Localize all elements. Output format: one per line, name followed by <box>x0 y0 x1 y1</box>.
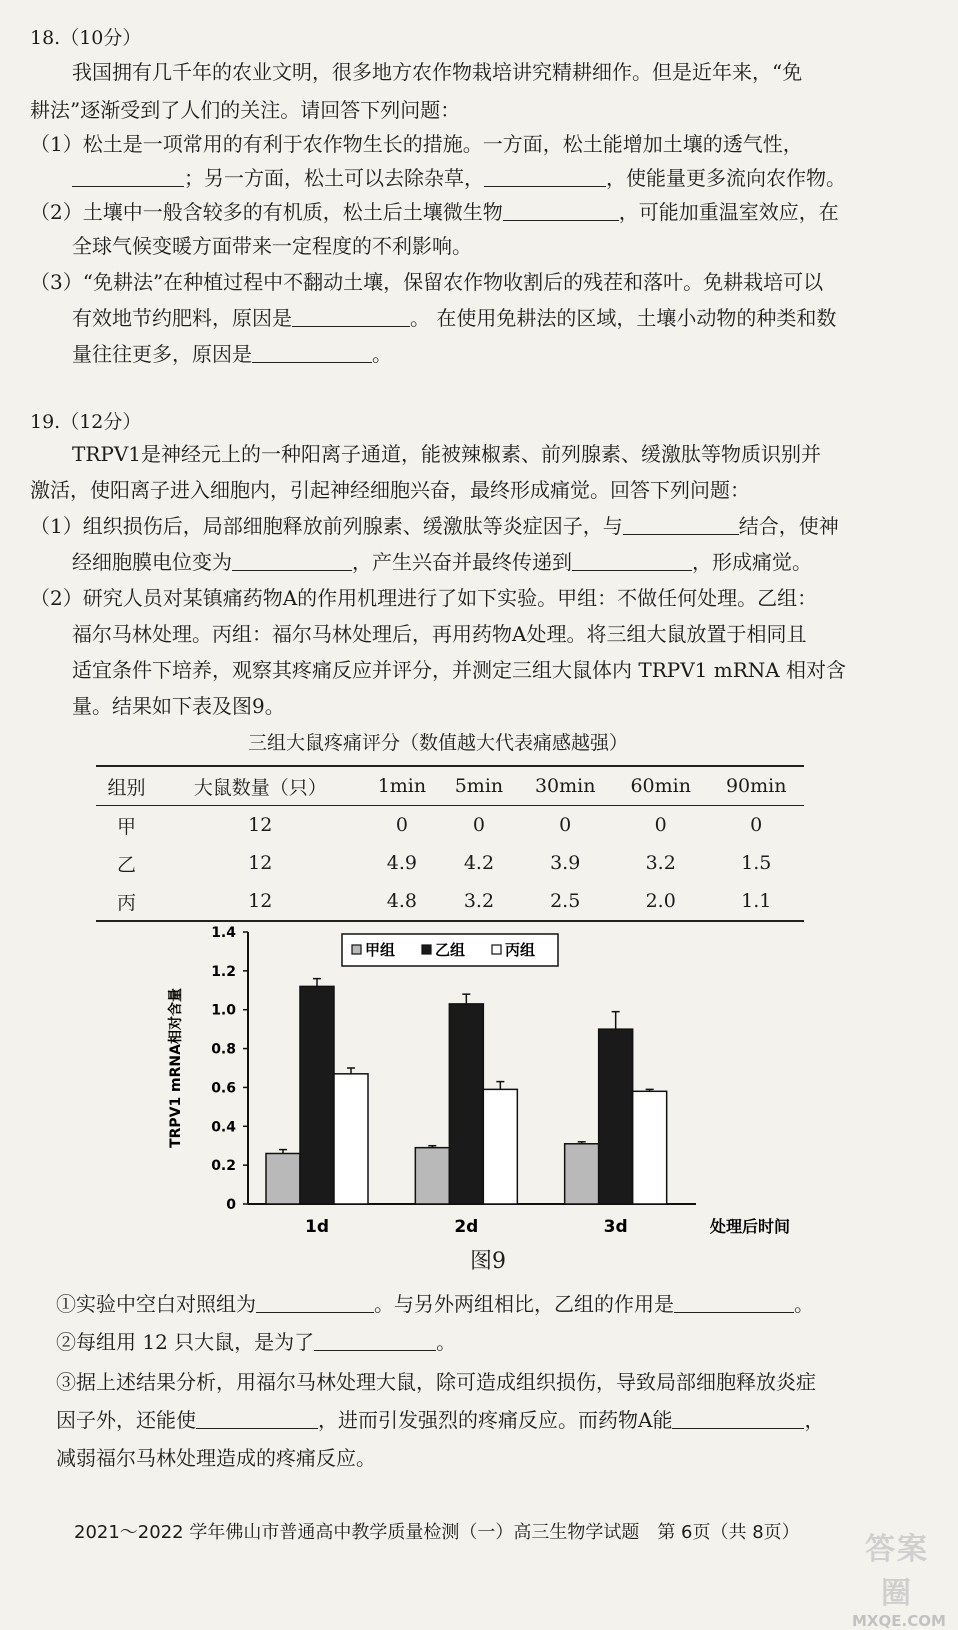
x-tick-label: 1d <box>305 1217 329 1237</box>
q19-intro-line-1: TRPV1是神经元上的一种阳离子通道，能被辣椒素、前列腺素、缓激肽等物质识别并 <box>72 442 822 466</box>
q18-intro-line-2: 耕法”逐渐受到了人们的关注。请回答下列问题： <box>30 98 461 122</box>
table-cell: 1.5 <box>741 852 772 874</box>
q19-part2-line-4: 量。结果如下表及图9。 <box>72 694 285 718</box>
x-axis-label: 处理后时间 <box>709 1217 791 1236</box>
q18-part1-line-2: ；另一方面，松土可以去除杂草， ，使能量更多流向农作物。 <box>72 164 846 192</box>
table-cell: 3.2 <box>645 852 676 874</box>
q18-header: 18.（10分） <box>30 27 142 49</box>
answer-blank[interactable] <box>672 1408 804 1429</box>
pain-score-table <box>96 765 804 922</box>
table-cell: 0 <box>559 814 572 836</box>
answer-blank[interactable] <box>503 200 619 221</box>
bar-丙组 <box>633 1091 667 1204</box>
bar-甲组 <box>565 1144 599 1204</box>
q18-part2-line-1: （2）土壤中一般含较多的有机质，松土后土壤微生物 ，可能加重温室效应，在 <box>30 200 839 224</box>
y-tick-label: 1.4 <box>211 925 236 941</box>
q19-part1-line-2: 经细胞膜电位变为 ，产生兴奋并最终传递到 ，形成痛觉。 <box>72 550 812 574</box>
q18-part3-line-3: 量往往更多，原因是 。 <box>72 342 392 366</box>
table-cell: 0 <box>395 814 408 836</box>
watermark-url: MXQE.COM <box>852 1612 946 1630</box>
table-header-cell: 90min <box>708 766 804 806</box>
answer-blank[interactable] <box>314 1330 436 1351</box>
bar-乙组 <box>300 986 334 1204</box>
mrna-bar-chart <box>160 920 791 1250</box>
y-tick-label: 1.2 <box>211 963 236 980</box>
q19-header: 19.（12分） <box>30 411 142 433</box>
y-tick-label: 0 <box>226 1197 236 1213</box>
watermark-logo <box>852 1524 946 1630</box>
q19-sub3-line-2: 因子外，还能使 ，进而引发强烈的疼痛反应。而药物A能 ， <box>56 1408 825 1432</box>
answer-blank[interactable] <box>674 1292 794 1313</box>
bar-丙组 <box>483 1089 517 1204</box>
table-cell: 0 <box>472 814 485 836</box>
answer-blank[interactable] <box>72 166 184 187</box>
answer-blank[interactable] <box>484 166 606 187</box>
bar-丙组 <box>334 1074 368 1204</box>
table-cell: 甲 <box>117 815 137 838</box>
q19-sub2: ②每组用 12 只大鼠，是为了 。 <box>56 1330 457 1354</box>
table-cell: 12 <box>248 852 273 874</box>
table-cell: 0 <box>654 814 667 836</box>
bar-乙组 <box>599 1029 633 1204</box>
table-cell: 2.0 <box>613 882 709 921</box>
legend-label: 丙组 <box>505 941 536 959</box>
table-row <box>96 844 804 882</box>
q18-part1-line-1: （1）松土是一项常用的有利于农作物生长的措施。一方面，松土能增加土壤的透气性， <box>30 132 803 156</box>
table-row <box>96 806 804 845</box>
x-tick-label: 2d <box>454 1217 479 1237</box>
table-cell: 乙 <box>117 853 137 876</box>
table-header-cell: 大鼠数量（只） <box>157 766 363 806</box>
q18-part3-line-1: （3）“免耕法”在种植过程中不翻动土壤，保留农作物收割后的残茬和落叶。免耕栽培可以 <box>30 270 824 294</box>
q19-sub3-line-1: ③据上述结果分析，用福尔马林处理大鼠，除可造成组织损伤，导致局部细胞释放炎症 <box>56 1370 816 1394</box>
figure-caption: 图9 <box>470 1249 506 1274</box>
table-cell: 4.8 <box>363 882 440 921</box>
legend-swatch <box>422 945 431 954</box>
q19-sub1: ①实验中空白对照组为 。与另外两组相比，乙组的作用是 。 <box>56 1292 814 1316</box>
y-tick-label: 0.4 <box>211 1119 236 1136</box>
y-tick-label: 1.0 <box>211 1002 236 1019</box>
answer-blank[interactable] <box>256 1292 374 1313</box>
bar-乙组 <box>449 1004 483 1204</box>
table-cell: 3.9 <box>550 852 581 874</box>
answer-blank[interactable] <box>232 550 352 571</box>
table-cell: 3.2 <box>440 882 517 921</box>
answer-blank[interactable] <box>292 306 410 327</box>
answer-blank[interactable] <box>572 550 692 571</box>
table-cell: 丙 <box>96 882 157 921</box>
bar-甲组 <box>266 1153 300 1204</box>
table-header-cell: 30min <box>517 766 613 806</box>
answer-blank[interactable] <box>252 342 372 363</box>
watermark-logo-text: 答案圈 <box>865 1532 929 1611</box>
table-cell: 4.2 <box>463 852 495 874</box>
q18-part3-line-2: 有效地节约肥料，原因是 。 在使用免耕法的区域，土壤小动物的种类和数 <box>72 306 837 330</box>
q19-intro-line-2: 激活，使阳离子进入细胞内，引起神经细胞兴奋，最终形成痛觉。回答下列问题： <box>30 478 750 502</box>
q19-part1-line-1: （1）组织损伤后，局部细胞释放前列腺素、缓激肽等炎症因子，与 结合，使神 <box>30 514 839 538</box>
table-header-cell: 5min <box>440 766 517 806</box>
answer-blank[interactable] <box>623 514 739 535</box>
q18-part2-line-2: 全球气候变暖方面带来一定程度的不利影响。 <box>72 234 472 258</box>
legend-swatch <box>492 945 501 954</box>
y-tick-label: 0.6 <box>211 1080 236 1097</box>
q19-part2-line-1: （2）研究人员对某镇痛药物A的作用机理进行了如下实验。甲组：不做任何处理。乙组： <box>30 586 818 610</box>
table-cell: 12 <box>157 882 363 921</box>
page-footer: 2021～2022 学年佛山市普通高中教学质量检测（一）高三生物学试题 第 6页（共 8页） <box>74 1522 800 1543</box>
table-cell: 2.5 <box>517 882 613 921</box>
bar-甲组 <box>415 1148 449 1204</box>
y-tick-label: 0.8 <box>211 1041 236 1058</box>
table-row <box>96 882 804 921</box>
table-cell: 1.1 <box>708 882 804 921</box>
legend-label: 乙组 <box>435 941 466 959</box>
y-tick-label: 0.2 <box>211 1158 236 1175</box>
table-header-cell: 1min <box>363 766 440 806</box>
table-cell: 0 <box>750 814 763 836</box>
table-header-row <box>96 766 804 806</box>
q19-sub3-line-3: 减弱福尔马林处理造成的疼痛反应。 <box>56 1446 376 1470</box>
table-caption: 三组大鼠疼痛评分（数值越大代表痛感越强） <box>248 732 629 754</box>
q19-part2-line-3: 适宜条件下培养，观察其疼痛反应并评分，并测定三组大鼠体内 TRPV1 mRNA 相对含 <box>72 658 847 682</box>
q19-part2-line-2: 福尔马林处理。丙组：福尔马林处理后，再用药物A处理。将三组大鼠放置于相同且 <box>72 622 807 646</box>
y-axis-label: TRPV1 mRNA相对含量 <box>168 988 184 1148</box>
table-header-cell: 组别 <box>96 766 157 806</box>
table-header-cell: 60min <box>613 766 709 806</box>
table-cell: 4.9 <box>386 852 418 874</box>
legend-swatch <box>352 945 361 954</box>
x-tick-label: 3d <box>603 1217 628 1237</box>
answer-blank[interactable] <box>196 1408 318 1429</box>
q18-intro-line-1: 我国拥有几千年的农业文明，很多地方农作物栽培讲究精耕细作。但是近年来，“免 <box>72 60 803 84</box>
legend-label: 甲组 <box>365 941 396 959</box>
table-cell: 12 <box>248 814 273 836</box>
